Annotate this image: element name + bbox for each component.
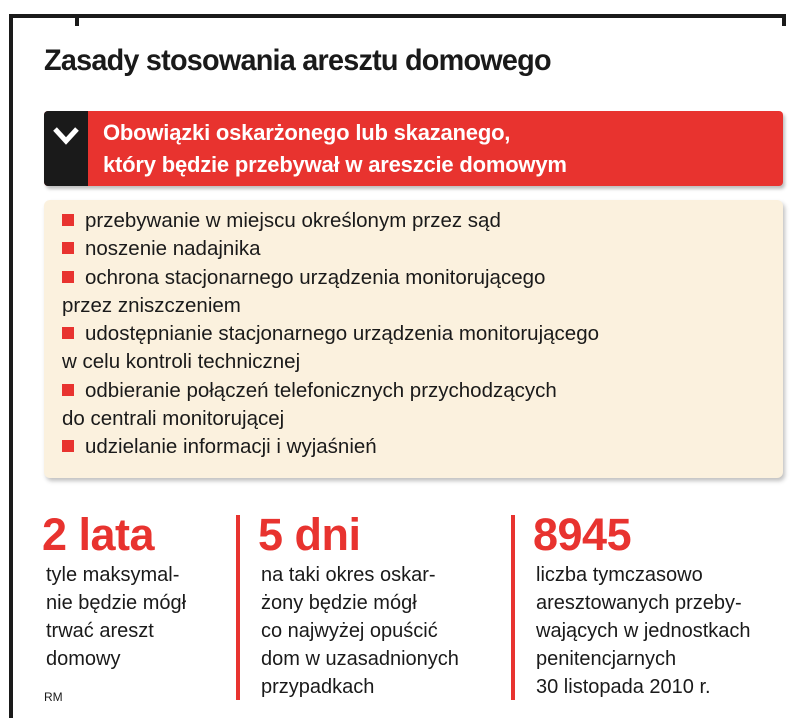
stat-value: 2 lata — [42, 509, 155, 560]
stat-divider — [236, 515, 240, 700]
stat-detainees-count — [533, 505, 751, 701]
page-title: Zasady stosowania aresztu domowego — [44, 44, 551, 77]
stat-description: na taki okres oskar- żony będzie mógł co najwyżej opuścić dom w uzasadnionych przypadkach — [261, 564, 459, 698]
frame-left-rule — [9, 14, 13, 718]
author-credit: RM — [44, 690, 63, 704]
bullet-square-icon — [62, 384, 74, 396]
frame-tick — [782, 14, 786, 26]
bullet-square-icon — [62, 242, 74, 254]
frame-top-rule — [9, 14, 786, 18]
bullet-square-icon — [62, 327, 74, 339]
list-item: przebywanie w miejscu określonym przez sąd — [62, 207, 762, 235]
chevron-badge — [44, 111, 88, 186]
obligations-header-text — [103, 117, 773, 181]
stat-value: 8945 — [533, 509, 632, 560]
stat-divider — [511, 515, 515, 700]
stat-max-duration — [42, 505, 186, 673]
bullet-square-icon — [62, 271, 74, 283]
list-item: udostępnianie stacjonarnego urządzenia monitorującego — [62, 320, 762, 348]
header-line: Obowiązki oskarżonego lub skazanego, — [103, 120, 511, 145]
list-item-continuation: w celu kontroli technicznej — [62, 350, 301, 374]
header-line: który będzie przebywał w areszcie domowym — [103, 152, 567, 177]
chevron-down-icon — [52, 125, 80, 147]
list-item-continuation: przez zniszczeniem — [62, 293, 241, 317]
stat-leave-days — [258, 505, 459, 701]
list-item: noszenie nadajnika — [62, 235, 762, 263]
stat-description: liczba tymczasowo aresztowanych przeby- wających w jednostkach penitencjarnych 30 listopada 2010 r. — [536, 564, 751, 698]
frame-tick — [75, 14, 79, 26]
list-item: odbieranie połączeń telefonicznych przychodzących — [62, 377, 762, 405]
stat-value: 5 dni — [258, 509, 361, 560]
bullet-square-icon — [62, 214, 74, 226]
list-item: ochrona stacjonarnego urządzenia monitorującego — [62, 264, 762, 292]
list-item-continuation: do centrali monitorującej — [62, 407, 285, 431]
obligations-list — [62, 207, 762, 462]
stat-description: tyle maksymal- nie będzie mógł trwać areszt domowy — [46, 564, 187, 670]
bullet-square-icon — [62, 440, 74, 452]
list-item: udzielanie informacji i wyjaśnień — [62, 433, 762, 461]
